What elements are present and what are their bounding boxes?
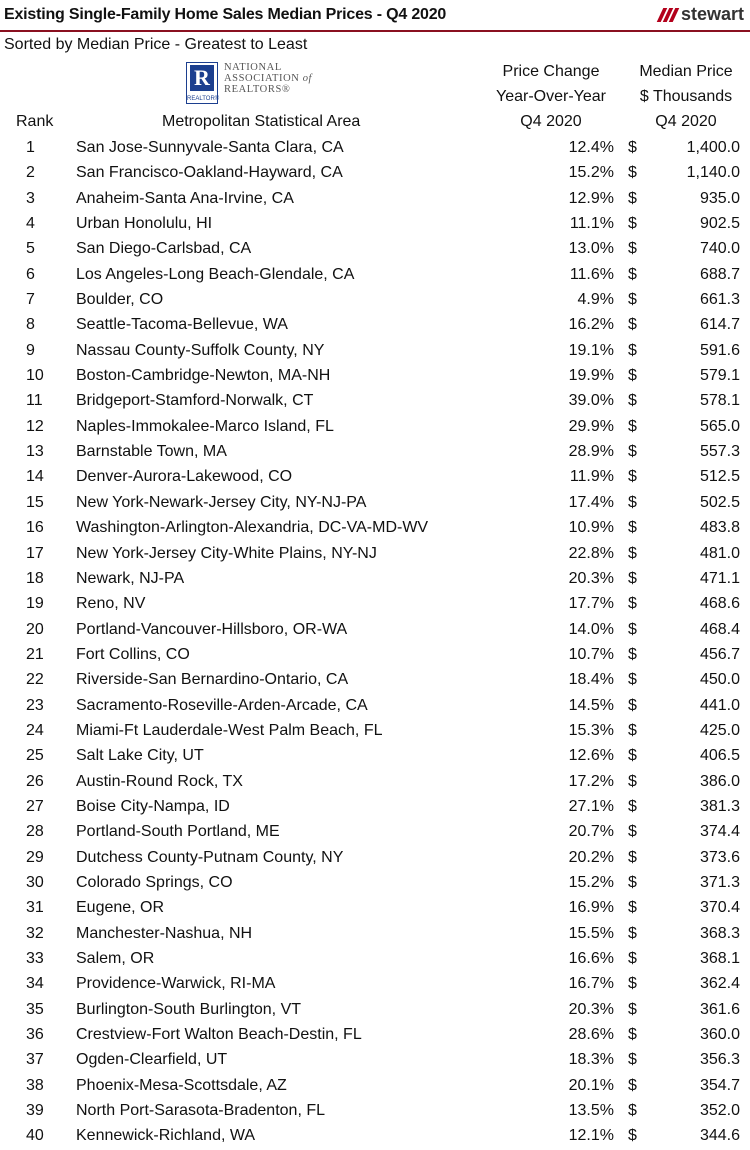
area-cell: New York-Newark-Jersey City, NY-NJ-PA <box>76 493 367 511</box>
rank-cell: 35 <box>26 1000 44 1018</box>
area-cell: Salt Lake City, UT <box>76 747 204 765</box>
currency-symbol: $ <box>628 1102 637 1120</box>
column-header-rank: Rank <box>16 113 54 130</box>
area-cell: Phoenix-Mesa-Scottsdale, AZ <box>76 1076 287 1094</box>
area-cell: Denver-Aurora-Lakewood, CO <box>76 468 293 486</box>
median-price-cell: 386.0 <box>699 772 740 790</box>
price-change-cell: 16.7% <box>568 975 614 993</box>
price-change-cell: 11.9% <box>569 468 614 486</box>
column-header-median-price: Median Price $ Thousands Q4 2020 <box>639 63 733 130</box>
rank-cell: 13 <box>26 443 44 461</box>
currency-symbol: $ <box>628 823 637 841</box>
median-price-cell: 371.3 <box>699 873 740 891</box>
rank-cell: 1 <box>26 139 35 156</box>
rank-cell: 8 <box>26 316 35 334</box>
area-cell: Eugene, OR <box>76 899 165 917</box>
table-row <box>0 1123 750 1148</box>
area-cell: Salem, OR <box>76 950 155 967</box>
table-row <box>0 464 750 489</box>
currency-symbol: $ <box>628 772 637 790</box>
currency-symbol: $ <box>628 139 637 156</box>
table-row <box>0 971 750 996</box>
price-change-cell: 13.5% <box>568 1102 614 1120</box>
area-cell: Portland-Vancouver-Hillsboro, OR-WA <box>76 620 348 638</box>
price-change-cell: 10.9% <box>568 519 614 537</box>
table-row <box>0 1047 750 1072</box>
currency-symbol: $ <box>628 265 637 283</box>
table-row <box>0 211 750 236</box>
price-change-cell: 17.7% <box>568 595 614 613</box>
area-cell: Washington-Arlington-Alexandria, DC-VA-MD-WV <box>76 519 429 537</box>
price-change-cell: 20.1% <box>568 1076 614 1094</box>
area-cell: New York-Jersey City-White Plains, NY-NJ <box>76 544 377 562</box>
median-price-cell: 578.1 <box>699 392 740 410</box>
area-cell: Nassau County-Suffolk County, NY <box>76 341 325 359</box>
rank-cell: 3 <box>26 189 35 207</box>
currency-symbol: $ <box>628 215 637 233</box>
currency-symbol: $ <box>628 189 637 207</box>
currency-symbol: $ <box>628 1000 637 1018</box>
median-price-cell: 579.1 <box>699 367 740 385</box>
table-row <box>0 363 750 388</box>
price-change-cell: 11.1% <box>569 215 614 233</box>
median-price-cell: 502.5 <box>699 493 740 511</box>
price-change-cell: 19.1% <box>568 341 614 359</box>
table-row <box>0 718 750 743</box>
table-row <box>0 997 750 1022</box>
area-cell: Sacramento-Roseville-Arden-Arcade, CA <box>76 696 368 714</box>
median-price-cell: 368.1 <box>699 950 740 967</box>
table-row <box>0 1073 750 1098</box>
realtor-r-icon: R REALTOR® <box>186 62 218 104</box>
price-change-cell: 15.5% <box>568 924 614 942</box>
table-row <box>0 946 750 971</box>
currency-symbol: $ <box>628 671 637 689</box>
rank-cell: 29 <box>26 848 44 866</box>
currency-symbol: $ <box>628 595 637 613</box>
median-price-cell: 468.4 <box>699 620 740 638</box>
rank-cell: 10 <box>26 367 44 385</box>
area-cell: San Francisco-Oakland-Hayward, CA <box>76 164 343 182</box>
price-change-cell: 28.9% <box>568 443 614 461</box>
currency-symbol: $ <box>628 1051 637 1069</box>
area-cell: Ogden-Clearfield, UT <box>76 1051 228 1069</box>
median-price-cell: 740.0 <box>699 240 740 258</box>
rank-cell: 40 <box>26 1127 44 1145</box>
currency-symbol: $ <box>628 950 637 967</box>
area-cell: Austin-Round Rock, TX <box>76 772 243 790</box>
table-row <box>0 845 750 870</box>
price-change-cell: 18.4% <box>568 671 614 689</box>
area-cell: Fort Collins, CO <box>76 645 190 663</box>
rank-cell: 39 <box>26 1102 44 1120</box>
rank-cell: 38 <box>26 1076 44 1094</box>
median-price-cell: 406.5 <box>699 747 740 765</box>
table-row <box>0 642 750 667</box>
area-cell: Los Angeles-Long Beach-Glendale, CA <box>76 265 355 283</box>
rank-cell: 14 <box>26 468 44 486</box>
table-row <box>0 743 750 768</box>
area-cell: San Jose-Sunnyvale-Santa Clara, CA <box>76 139 344 156</box>
price-change-cell: 15.3% <box>568 721 614 739</box>
area-cell: Urban Honolulu, HI <box>76 215 213 233</box>
median-price-cell: 441.0 <box>699 696 740 714</box>
area-cell: Boise City-Nampa, ID <box>76 797 230 815</box>
area-cell: Kennewick-Richland, WA <box>76 1127 256 1145</box>
table-row <box>0 312 750 337</box>
table-row <box>0 870 750 895</box>
area-cell: Seattle-Tacoma-Bellevue, WA <box>76 316 288 334</box>
rank-cell: 28 <box>26 823 44 841</box>
currency-symbol: $ <box>628 164 637 182</box>
table-row <box>0 490 750 515</box>
rank-cell: 37 <box>26 1051 44 1069</box>
price-change-cell: 16.9% <box>568 899 614 917</box>
table-row <box>0 338 750 363</box>
price-change-cell: 39.0% <box>568 392 614 410</box>
currency-symbol: $ <box>628 873 637 891</box>
currency-symbol: $ <box>628 291 637 309</box>
median-price-cell: 688.7 <box>699 265 740 283</box>
column-header-price-change: Price Change Year-Over-Year Q4 2020 <box>496 63 606 130</box>
table-row <box>0 794 750 819</box>
table-row <box>0 236 750 261</box>
currency-symbol: $ <box>628 747 637 765</box>
price-change-cell: 12.4% <box>568 139 614 156</box>
rank-cell: 20 <box>26 620 44 638</box>
subtitle: Sorted by Median Price - Greatest to Least <box>4 36 308 53</box>
rank-cell: 33 <box>26 950 44 967</box>
price-change-cell: 20.7% <box>568 823 614 841</box>
price-change-cell: 12.1% <box>568 1127 614 1145</box>
table-row <box>0 160 750 185</box>
stewart-logo <box>660 4 744 25</box>
currency-symbol: $ <box>628 1127 637 1145</box>
median-price-cell: 557.3 <box>699 443 740 461</box>
rank-cell: 7 <box>26 291 35 309</box>
area-cell: Boulder, CO <box>76 291 164 309</box>
stewart-mark-icon <box>660 8 678 22</box>
median-price-cell: 450.0 <box>699 671 740 689</box>
rank-cell: 4 <box>26 215 35 233</box>
median-price-cell: 368.3 <box>699 924 740 942</box>
price-change-cell: 14.0% <box>568 620 614 638</box>
currency-symbol: $ <box>628 924 637 942</box>
area-cell: Portland-South Portland, ME <box>76 823 280 841</box>
price-change-cell: 16.2% <box>568 316 614 334</box>
rank-cell: 24 <box>26 721 44 739</box>
table-row <box>0 135 750 160</box>
table-row <box>0 541 750 566</box>
area-cell: Naples-Immokalee-Marco Island, FL <box>76 417 334 435</box>
table-row <box>0 287 750 312</box>
currency-symbol: $ <box>628 341 637 359</box>
median-price-cell: 1,140.0 <box>686 164 740 182</box>
price-change-cell: 13.0% <box>568 240 614 258</box>
rank-cell: 11 <box>26 392 43 410</box>
currency-symbol: $ <box>628 848 637 866</box>
rank-cell: 31 <box>26 899 44 917</box>
currency-symbol: $ <box>628 468 637 486</box>
rank-cell: 6 <box>26 265 35 283</box>
price-change-cell: 22.8% <box>568 544 614 562</box>
rank-cell: 17 <box>26 544 44 562</box>
area-cell: Reno, NV <box>76 595 146 613</box>
median-price-cell: 1,400.0 <box>686 139 740 156</box>
table-row <box>0 819 750 844</box>
currency-symbol: $ <box>628 443 637 461</box>
rank-cell: 16 <box>26 519 44 537</box>
area-cell: San Diego-Carlsbad, CA <box>76 240 252 258</box>
price-change-cell: 29.9% <box>568 417 614 435</box>
area-cell: Crestview-Fort Walton Beach-Destin, FL <box>76 1026 362 1044</box>
price-change-cell: 28.6% <box>568 1026 614 1044</box>
table-row <box>0 439 750 464</box>
rank-cell: 26 <box>26 772 44 790</box>
rank-cell: 21 <box>26 645 44 663</box>
currency-symbol: $ <box>628 392 637 410</box>
currency-symbol: $ <box>628 797 637 815</box>
price-change-cell: 17.2% <box>568 772 614 790</box>
median-price-cell: 370.4 <box>699 899 740 917</box>
price-change-cell: 17.4% <box>568 493 614 511</box>
median-price-cell: 565.0 <box>699 417 740 435</box>
price-change-cell: 20.3% <box>568 569 614 587</box>
table-row <box>0 895 750 920</box>
rank-cell: 5 <box>26 240 35 258</box>
nar-logo <box>186 62 312 104</box>
median-price-cell: 344.6 <box>699 1127 740 1145</box>
rank-cell: 22 <box>26 671 44 689</box>
currency-symbol: $ <box>628 1026 637 1044</box>
nar-logo-text: NATIONAL ASSOCIATION of REALTORS® <box>224 62 313 95</box>
table-row <box>0 388 750 413</box>
currency-symbol: $ <box>628 519 637 537</box>
price-change-cell: 15.2% <box>568 164 614 182</box>
currency-symbol: $ <box>628 493 637 511</box>
area-cell: Burlington-South Burlington, VT <box>76 1000 302 1018</box>
median-price-cell: 362.4 <box>699 975 740 993</box>
table-row <box>0 667 750 692</box>
median-price-cell: 373.6 <box>699 848 740 866</box>
median-price-cell: 661.3 <box>699 291 740 309</box>
price-change-cell: 12.9% <box>568 189 614 207</box>
currency-symbol: $ <box>628 240 637 258</box>
title-divider <box>0 30 750 32</box>
median-price-cell: 360.0 <box>699 1026 740 1044</box>
table-row <box>0 1022 750 1047</box>
column-header-area: Metropolitan Statistical Area <box>162 113 361 130</box>
rank-cell: 19 <box>26 595 44 613</box>
rank-cell: 34 <box>26 975 44 993</box>
median-price-cell: 481.0 <box>699 544 740 562</box>
rank-cell: 36 <box>26 1026 44 1044</box>
currency-symbol: $ <box>628 721 637 739</box>
rank-cell: 2 <box>26 164 35 182</box>
area-cell: Providence-Warwick, RI-MA <box>76 975 276 993</box>
area-cell: Manchester-Nashua, NH <box>76 924 253 942</box>
table-row <box>0 262 750 287</box>
currency-symbol: $ <box>628 696 637 714</box>
median-price-cell: 591.6 <box>699 341 740 359</box>
price-change-cell: 16.6% <box>568 950 614 967</box>
table-row <box>0 515 750 540</box>
rank-cell: 25 <box>26 747 44 765</box>
rank-cell: 9 <box>26 341 35 359</box>
table-row <box>0 769 750 794</box>
rank-cell: 30 <box>26 873 44 891</box>
median-price-cell: 381.3 <box>699 797 740 815</box>
currency-symbol: $ <box>628 645 637 663</box>
median-price-cell: 902.5 <box>699 215 740 233</box>
median-price-cell: 471.1 <box>699 569 740 587</box>
rank-cell: 32 <box>26 924 44 942</box>
rank-cell: 15 <box>26 493 44 511</box>
table-row <box>0 693 750 718</box>
table-row <box>0 1098 750 1123</box>
price-change-cell: 10.7% <box>568 645 614 663</box>
median-price-cell: 468.6 <box>699 595 740 613</box>
currency-symbol: $ <box>628 316 637 334</box>
median-price-cell: 483.8 <box>699 519 740 537</box>
area-cell: Bridgeport-Stamford-Norwalk, CT <box>76 392 314 410</box>
currency-symbol: $ <box>628 417 637 435</box>
median-price-cell: 354.7 <box>699 1076 740 1094</box>
table-row <box>0 414 750 439</box>
area-cell: Barnstable Town, MA <box>76 443 227 461</box>
price-change-cell: 14.5% <box>568 696 614 714</box>
price-change-cell: 20.3% <box>568 1000 614 1018</box>
price-change-cell: 4.9% <box>577 291 614 309</box>
rank-cell: 18 <box>26 569 44 587</box>
area-cell: Colorado Springs, CO <box>76 873 233 891</box>
rank-cell: 23 <box>26 696 44 714</box>
table-row <box>0 591 750 616</box>
currency-symbol: $ <box>628 620 637 638</box>
rank-cell: 12 <box>26 417 44 435</box>
brand-name: stewart <box>680 4 744 24</box>
price-change-cell: 15.2% <box>568 873 614 891</box>
currency-symbol: $ <box>628 367 637 385</box>
area-cell: Dutchess County-Putnam County, NY <box>76 848 344 866</box>
page-title: Existing Single-Family Home Sales Median Prices - Q4 2020 <box>4 6 447 23</box>
median-price-cell: 456.7 <box>699 645 740 663</box>
median-price-cell: 935.0 <box>699 189 740 207</box>
table-row <box>0 566 750 591</box>
table-row <box>0 186 750 211</box>
median-price-cell: 374.4 <box>699 823 740 841</box>
area-cell: Boston-Cambridge-Newton, MA-NH <box>76 367 331 385</box>
median-price-cell: 614.7 <box>699 316 740 334</box>
currency-symbol: $ <box>628 975 637 993</box>
price-change-cell: 12.6% <box>568 747 614 765</box>
area-cell: Miami-Ft Lauderdale-West Palm Beach, FL <box>76 721 383 739</box>
area-cell: Newark, NJ-PA <box>76 569 185 587</box>
table-row <box>0 617 750 642</box>
table-row <box>0 921 750 946</box>
currency-symbol: $ <box>628 1076 637 1094</box>
price-change-cell: 20.2% <box>568 848 614 866</box>
price-change-cell: 18.3% <box>568 1051 614 1069</box>
median-price-cell: 425.0 <box>699 721 740 739</box>
rank-cell: 27 <box>26 797 44 815</box>
currency-symbol: $ <box>628 544 637 562</box>
area-cell: Riverside-San Bernardino-Ontario, CA <box>76 671 349 689</box>
median-price-cell: 356.3 <box>699 1051 740 1069</box>
price-change-cell: 27.1% <box>568 797 614 815</box>
area-cell: North Port-Sarasota-Bradenton, FL <box>76 1102 326 1120</box>
median-price-cell: 512.5 <box>699 468 740 486</box>
price-change-cell: 11.6% <box>569 265 614 283</box>
area-cell: Anaheim-Santa Ana-Irvine, CA <box>76 189 294 207</box>
currency-symbol: $ <box>628 899 637 917</box>
median-price-cell: 361.6 <box>699 1000 740 1018</box>
currency-symbol: $ <box>628 569 637 587</box>
median-price-cell: 352.0 <box>699 1102 740 1120</box>
data-table <box>0 135 750 1149</box>
price-change-cell: 19.9% <box>568 367 614 385</box>
